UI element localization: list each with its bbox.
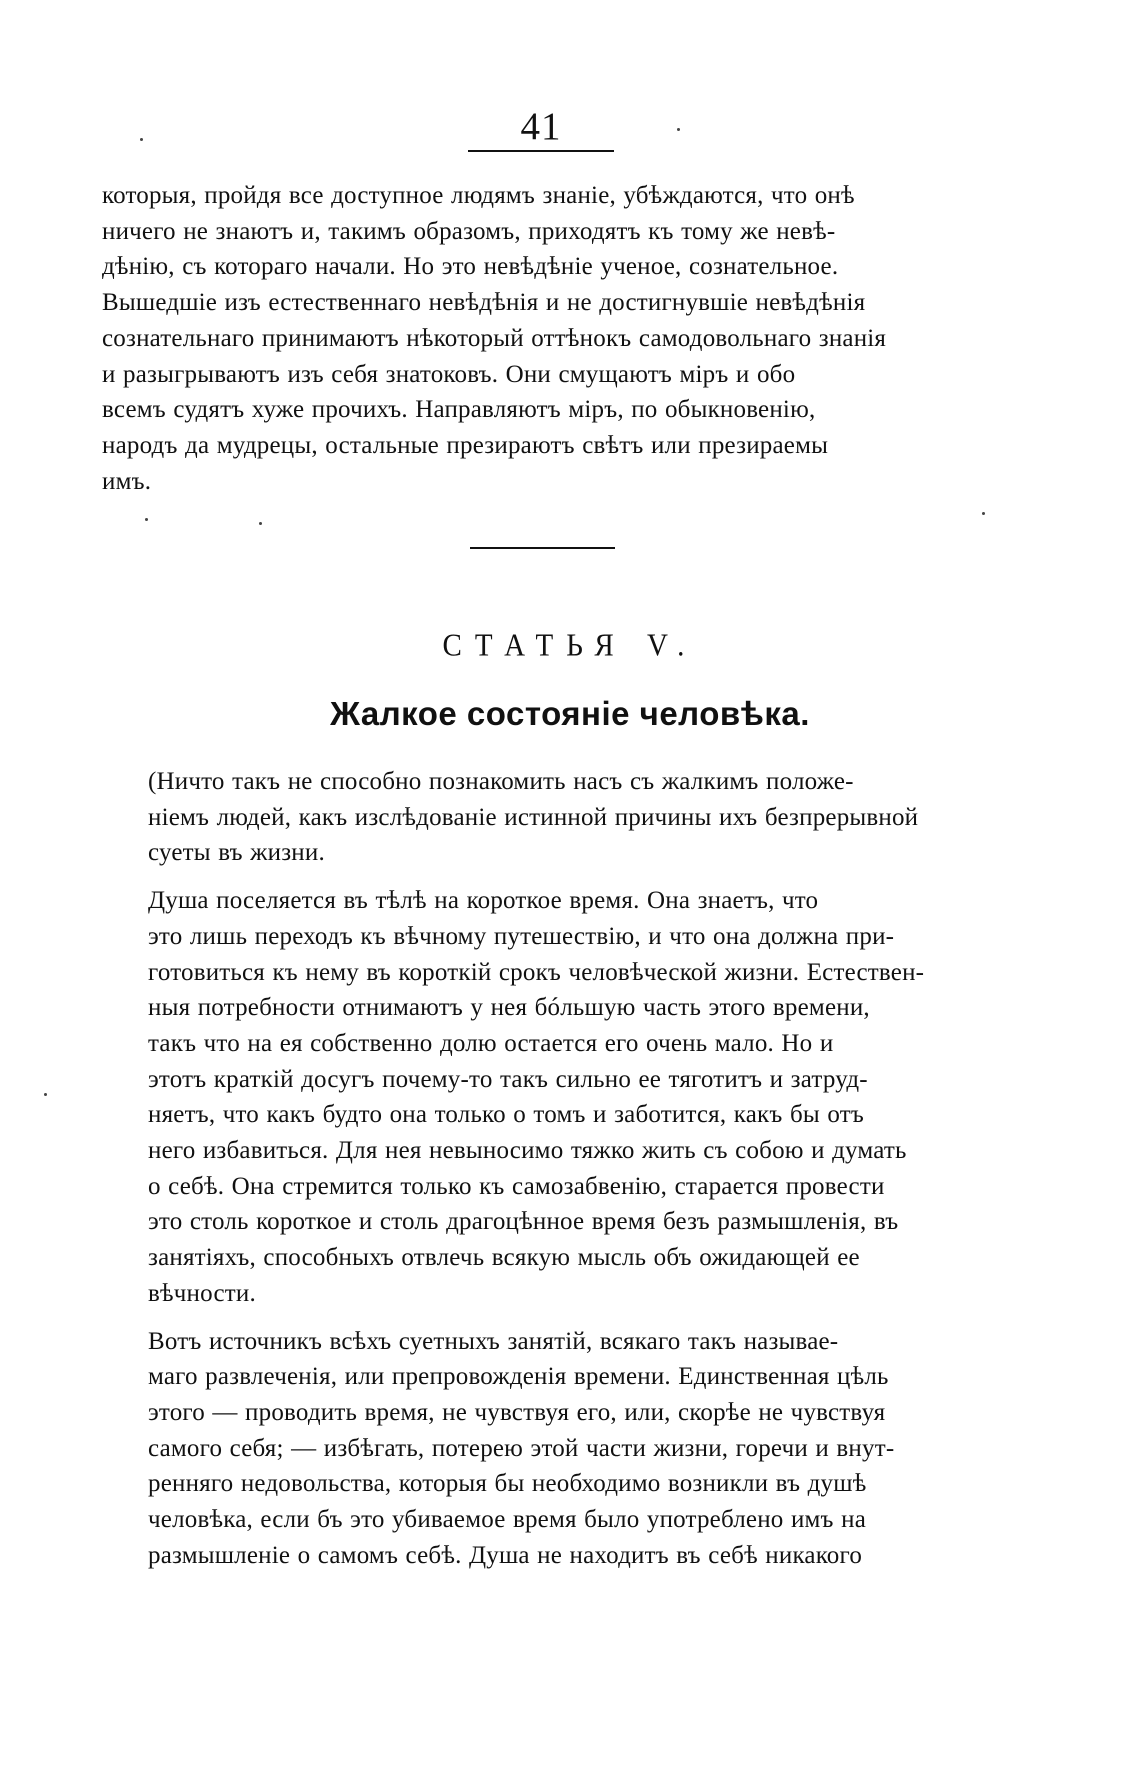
text-line: всемъ судятъ хуже прочихъ. Направляютъ міръ, по обыкновенію, bbox=[102, 396, 816, 424]
article-subtitle: Жалкое состояніе человѣка. bbox=[330, 695, 810, 732]
text-line: Душа поселяется въ тѣлѣ на короткое время. Она знаетъ, что bbox=[148, 887, 819, 915]
text-line: ніемъ людей, какъ изслѣдованіе истинной причины ихъ безпрерывной bbox=[148, 803, 919, 831]
top-paragraph bbox=[102, 178, 980, 499]
text-line: (Ничто такъ не способно познакомить насъ съ жалкимъ положе- bbox=[148, 768, 854, 795]
print-speck bbox=[677, 128, 680, 131]
text-line: маго развлеченія, или препровожденія времени. Единственная цѣль bbox=[148, 1363, 889, 1391]
text-line: ныя потребности отнимаютъ у нея бóльшую часть этого времени, bbox=[148, 994, 870, 1022]
text-line: которыя, пройдя все доступное людямъ знаніе, убѣждаются, что онѣ bbox=[102, 182, 855, 209]
text-line: это лишь переходъ къ вѣчному путешествію, и что она должна при- bbox=[148, 922, 895, 950]
text-line: занятіяхъ, способныхъ отвлечь всякую мысль объ ожидающей ее bbox=[148, 1244, 860, 1272]
text-line: няетъ, что какъ будто она только о томъ и заботится, какъ бы отъ bbox=[148, 1101, 864, 1129]
section-separator bbox=[470, 547, 615, 549]
article-paragraph-1 bbox=[102, 764, 980, 871]
print-speck bbox=[259, 522, 262, 525]
text-line: суеты въ жизни. bbox=[148, 839, 325, 867]
print-speck bbox=[44, 1093, 47, 1096]
text-line: народъ да мудрецы, остальные презираютъ свѣтъ или презираемы bbox=[102, 431, 829, 459]
text-line: этотъ краткій досугъ почему-то такъ сильно ее тяготитъ и затруд- bbox=[148, 1065, 868, 1093]
article-title: СТАТЬЯ V. bbox=[442, 628, 698, 664]
paragraph-continuation bbox=[102, 178, 980, 499]
print-speck bbox=[145, 518, 148, 521]
text-line: размышленіе о самомъ себѣ. Душа не находитъ въ себѣ никакого bbox=[148, 1541, 863, 1569]
text-line: имъ. bbox=[102, 467, 152, 495]
text-line: о себѣ. Она стремится только къ самозабвенію, старается провести bbox=[148, 1172, 885, 1200]
article-paragraph-3 bbox=[102, 1324, 980, 1574]
text-line: сознательнаго принимаютъ нѣкоторый оттѣнокъ самодовольнаго знанія bbox=[102, 324, 887, 352]
text-line: дѣнію, съ котораго начали. Но это невѣдѣніе ученое, сознательное. bbox=[102, 253, 839, 281]
text-line: и разыгрываютъ изъ себя знатоковъ. Они смущаютъ міръ и обо bbox=[102, 360, 796, 388]
text-line: этого — проводить время, не чувствуя его, или, скорѣе не чувствуя bbox=[148, 1398, 886, 1426]
text-line: такъ что на ея собственно долю остается его очень мало. Но и bbox=[148, 1029, 834, 1057]
text-line: ренняго недовольства, которыя бы необходимо возникли въ душѣ bbox=[148, 1470, 867, 1498]
article-body bbox=[102, 764, 980, 1573]
text-line: человѣка, если бъ это убиваемое время было употреблено имъ на bbox=[148, 1506, 867, 1534]
text-line: готовиться къ нему въ короткій срокъ человѣческой жизни. Естествен- bbox=[148, 958, 925, 986]
text-line: Вышедшіе изъ естественнаго невѣдѣнія и не достигнувшіе невѣдѣнія bbox=[102, 289, 866, 317]
text-line: вѣчности. bbox=[148, 1279, 256, 1307]
page-number: 41 bbox=[520, 105, 562, 148]
print-speck bbox=[140, 138, 143, 141]
page-header bbox=[468, 105, 614, 152]
text-line: него избавиться. Для нея невыносимо тяжко жить съ собою и думать bbox=[148, 1137, 907, 1165]
text-line: ничего не знаютъ и, такимъ образомъ, приходятъ къ тому же невѣ- bbox=[102, 217, 836, 245]
text-line: Вотъ источникъ всѣхъ суетныхъ занятій, всякаго такъ называе- bbox=[148, 1327, 839, 1355]
text-line: это столь короткое и столь драгоцѣнное время безъ размышленія, въ bbox=[148, 1208, 899, 1236]
page-number-rule bbox=[468, 150, 614, 152]
article-paragraph-2 bbox=[102, 883, 980, 1311]
text-line: самого себя; — избѣгать, потерею этой части жизни, горечи и внут- bbox=[148, 1434, 895, 1462]
print-speck bbox=[982, 512, 985, 515]
